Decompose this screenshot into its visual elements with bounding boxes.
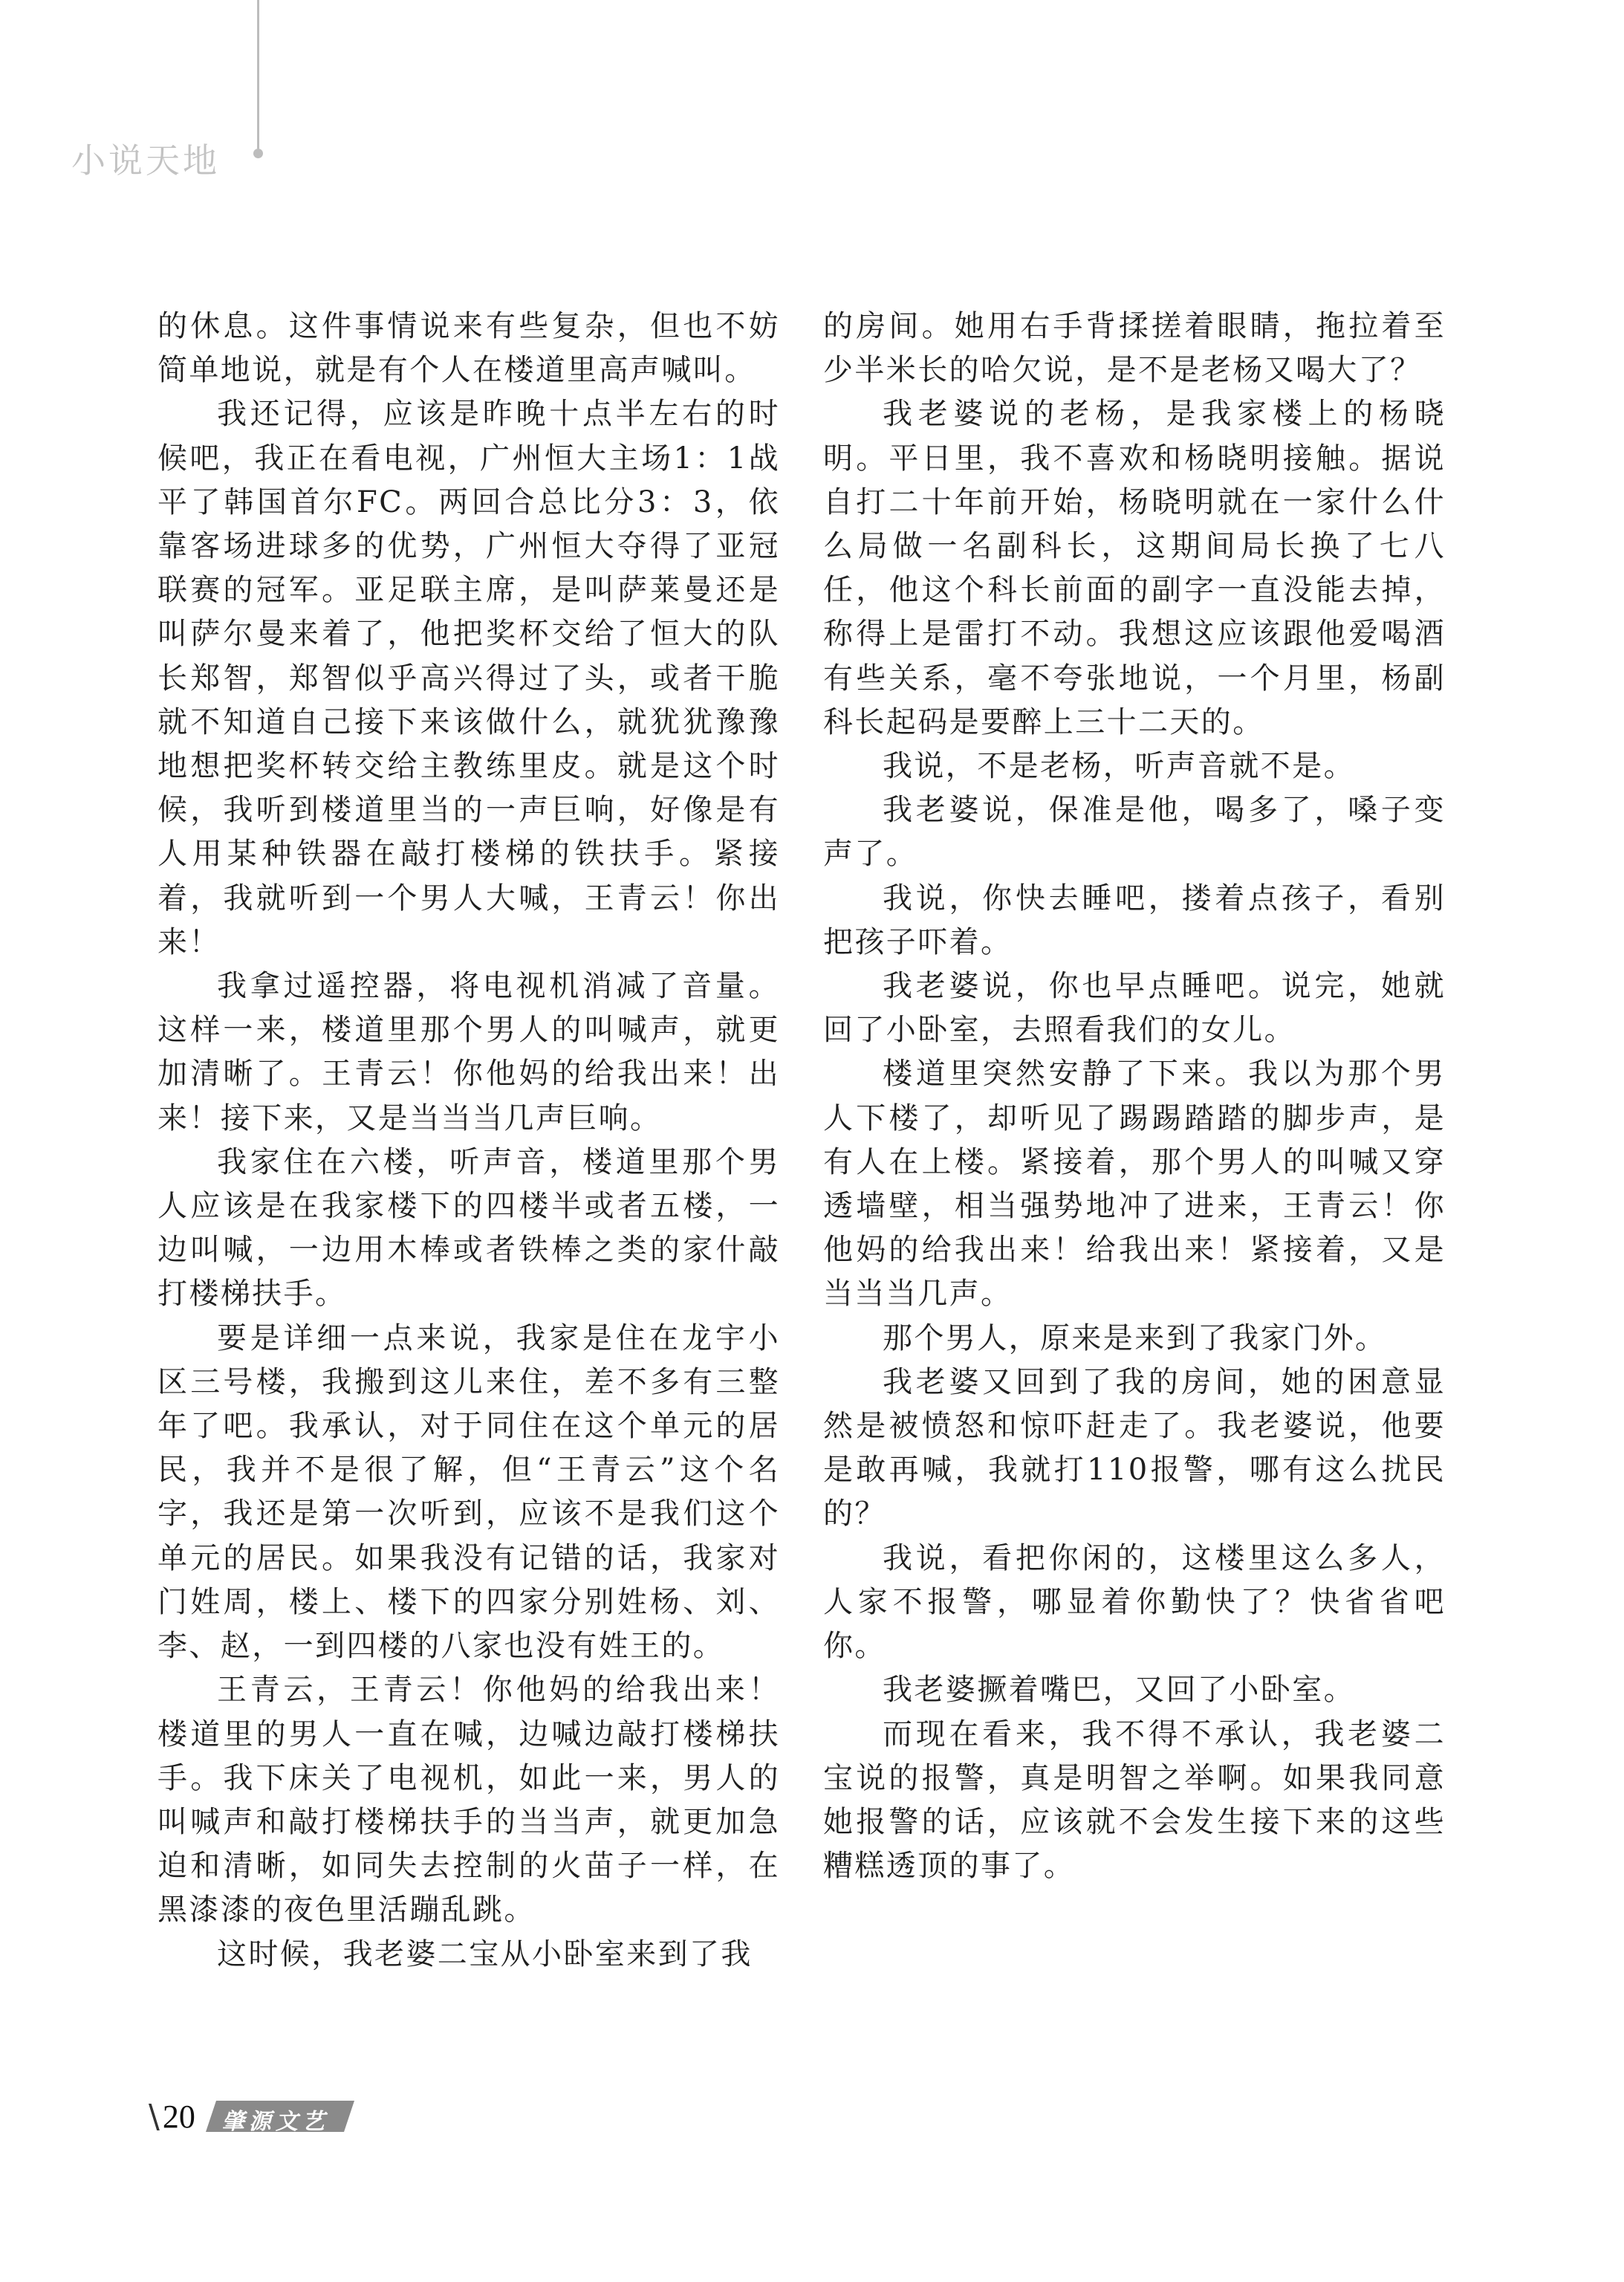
paragraph: 我拿过遥控器，将电视机消减了音量。这样一来，楼道里那个男人的叫喊声，就更加清晰了。王青云！你他妈的给我出来！出来！接下来，又是当当当几声巨响。 bbox=[157, 969, 780, 1135]
paragraph: 我老婆说，保准是他，喝多了，嗓子变声了。 bbox=[823, 793, 1446, 872]
paragraph: 的休息。这件事情说来有些复杂，但也不妨简单地说，就是有个人在楼道里高声喊叫。 bbox=[157, 309, 780, 388]
paragraph: 我说，你快去睡吧，搂着点孩子，看别把孩子吓着。 bbox=[823, 881, 1446, 959]
paragraph: 我说，看把你闲的，这楼里这么多人，人家不报警，哪显着你勤快了？快省省吧你。 bbox=[823, 1540, 1446, 1664]
header-vertical-rule bbox=[257, 0, 259, 149]
paragraph: 我还记得，应该是昨晚十点半左右的时候吧，我正在看电视，广州恒大主场1：1战平了韩国首尔FC。两回合总比分3：3，依靠客场进球多的优势，广州恒大夺得了亚冠联赛的冠军。亚足联主席，是叫萨莱曼还是叫萨尔曼来着了，他把奖杯交给了恒大的队长郑智，郑智似乎高兴得过了头，或者干脆就不知道自己接下来该做什么，就犹犹豫豫地想把奖杯转交给主教练里皮。就是这个时候，我听到楼道里当的一声巨响，好像是有人用某种铁器在敲打楼梯的铁扶手。紧接着，我就听到一个男人大喊，王青云！你出来！ bbox=[157, 397, 780, 959]
paragraph: 而现在看来，我不得不承认，我老婆二宝说的报警，真是明智之举啊。如果我同意她报警的话，应该就不会发生接下来的这些糟糕透顶的事了。 bbox=[823, 1717, 1446, 1884]
page-number: 20 bbox=[162, 2098, 195, 2135]
paragraph: 我老婆说，你也早点睡吧。说完，她就回了小卧室，去照看我们的女儿。 bbox=[823, 969, 1446, 1048]
paragraph: 我老婆撅着嘴巴，又回了小卧室。 bbox=[883, 1673, 1355, 1708]
journal-name: 肇源文艺 bbox=[221, 2109, 329, 2135]
folio-slash: \ bbox=[149, 2097, 160, 2136]
paragraph: 我说，不是老杨，听声音就不是。 bbox=[883, 749, 1355, 784]
right-column bbox=[823, 305, 1446, 1888]
paragraph: 楼道里突然安静了下来。我以为那个男人下楼了，却听见了踢踢踏踏的脚步声，是有人在上楼。紧接着，那个男人的叫喊又穿透墙壁，相当强势地冲了进来，王青云！你他妈的给我出来！给我出来！紧接着，又是当当当几声。 bbox=[823, 1057, 1446, 1312]
paragraph: 王青云，王青云！你他妈的给我出来！楼道里的男人一直在喊，边喊边敲打楼梯扶手。我下床关了电视机，如此一来，男人的叫喊声和敲打楼梯扶手的当当声，就更加急迫和清晰，如同失去控制的火苗子一样，在黑漆漆的夜色里活蹦乱跳。 bbox=[157, 1673, 780, 1928]
paragraph: 那个男人，原来是来到了我家门外。 bbox=[883, 1320, 1387, 1355]
paragraph: 我老婆又回到了我的房间，她的困意显然是被愤怒和惊吓赶走了。我老婆说，他要是敢再喊，我就打110报警，哪有这么扰民的？ bbox=[823, 1364, 1446, 1531]
page-folio bbox=[149, 2094, 354, 2139]
section-label: 小说天地 bbox=[71, 140, 220, 181]
left-column bbox=[157, 305, 780, 1977]
paragraph: 这时候，我老婆二宝从小卧室来到了我 bbox=[217, 1936, 753, 1971]
header-rule-dot bbox=[253, 149, 263, 158]
journal-banner bbox=[206, 2099, 354, 2133]
paragraph: 要是详细一点来说，我家是住在龙宇小区三号楼，我搬到这儿来住，差不多有三整年了吧。我承认，对于同住在这个单元的居民，我并不是很了解，但“王青云”这个名字，我还是第一次听到，应该不是我们这个单元的居民。如果我没有记错的话，我家对门姓周，楼上、楼下的四家分别姓杨、刘、李、赵，一到四楼的八家也没有姓王的。 bbox=[157, 1320, 780, 1664]
paragraph: 我老婆说的老杨，是我家楼上的杨晓明。平日里，我不喜欢和杨晓明接触。据说自打二十年前开始，杨晓明就在一家什么什么局做一名副科长，这期间局长换了七八任，他这个科长前面的副字一直没能去掉，称得上是雷打不动。我想这应该跟他爱喝酒有些关系，毫不夸张地说，一个月里，杨副科长起码是要醉上三十二天的。 bbox=[823, 397, 1446, 739]
paragraph: 我家住在六楼，听声音，楼道里那个男人应该是在我家楼下的四楼半或者五楼，一边叫喊，一边用木棒或者铁棒之类的家什敲打楼梯扶手。 bbox=[157, 1144, 780, 1312]
paragraph: 的房间。她用右手背揉搓着眼睛，拖拉着至少半米长的哈欠说，是不是老杨又喝大了？ bbox=[823, 309, 1446, 388]
